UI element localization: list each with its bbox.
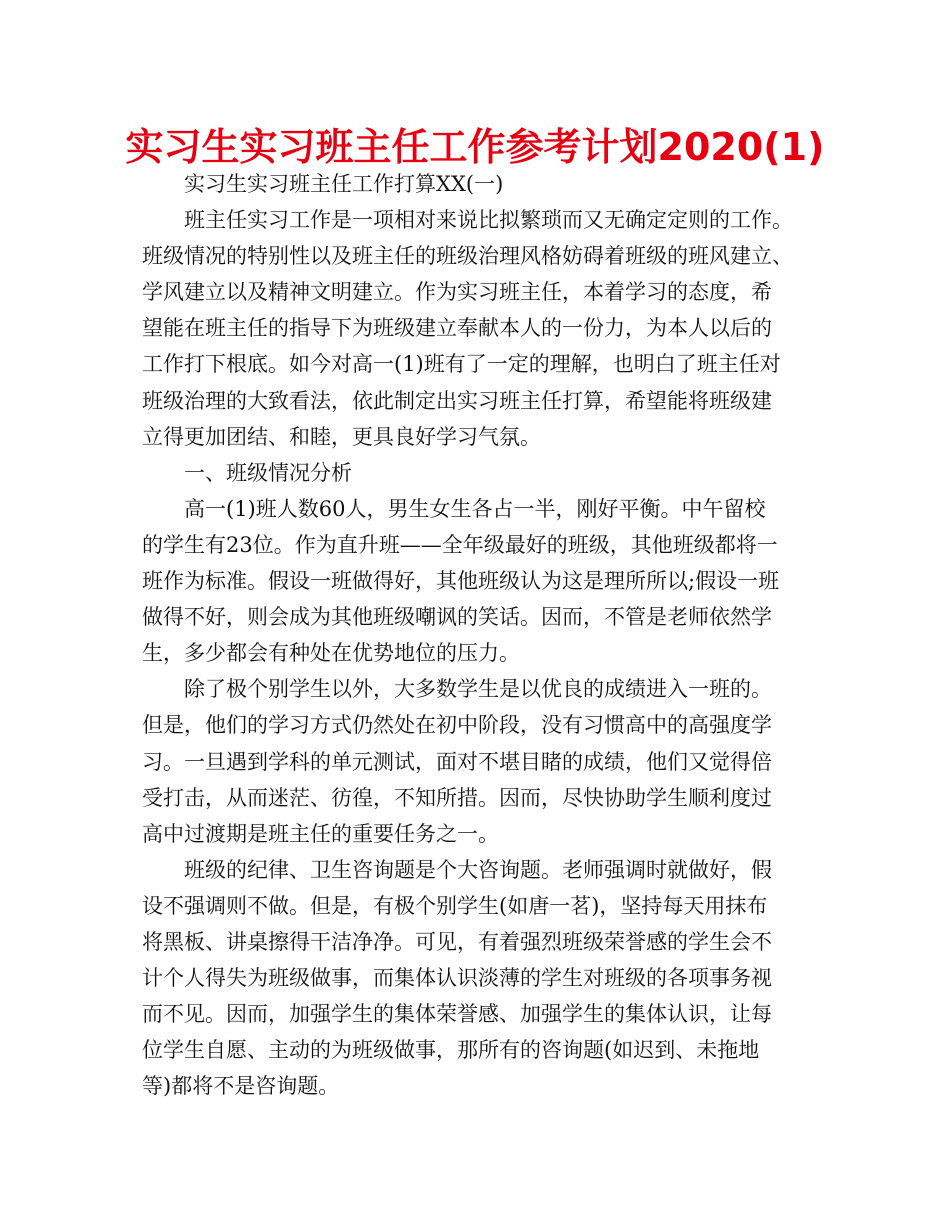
- body-line: 班级治理的大致看法，依此制定出实习班主任打算，希望能将班级建: [142, 388, 772, 413]
- body-line: 学风建立以及精神文明建立。作为实习班主任，本着学习的态度，希: [142, 280, 772, 305]
- document-body: [142, 166, 812, 1104]
- body-line: 一、班级情况分析: [184, 460, 352, 485]
- body-line: 而不见。因而，加强学生的集体荣誉感、加强学生的集体认识，让每: [142, 1002, 772, 1027]
- body-line: 但是，他们的学习方式仍然处在初中阶段，没有习惯高中的高强度学: [142, 713, 772, 738]
- body-line: 位学生自愿、主动的为班级做事，那所有的咨询题(如迟到、未拖地: [142, 1038, 760, 1063]
- body-line: 班作为标准。假设一班做得好，其他班级认为这是理所所以;假设一班: [142, 569, 780, 594]
- body-line: 高一(1)班人数60人，男生女生各占一半，刚好平衡。中午留校: [184, 496, 766, 521]
- body-line: 工作打下根底。如今对高一(1)班有了一定的理解，也明白了班主任对: [142, 352, 781, 377]
- body-line: 将黑板、讲桌擦得干洁净净。可见，有着强烈班级荣誉感的学生会不: [142, 929, 772, 954]
- body-line: 除了极个别学生以外，大多数学生是以优良的成绩进入一班的。: [184, 677, 772, 702]
- body-line: 受打击，从而迷茫、彷徨，不知所措。因而，尽快协助学生顺利度过: [142, 785, 772, 810]
- body-line: 高中过渡期是班主任的重要任务之一。: [142, 821, 499, 846]
- body-line: 班主任实习工作是一项相对来说比拟繁琐而又无确定定则的工作。: [184, 208, 793, 233]
- document-title: 实习生实习班主任工作参考计划2020(1): [125, 125, 825, 169]
- body-line: 的学生有23位。作为直升班——全年级最好的班级，其他班级都将一: [142, 532, 778, 557]
- body-line: 生，多少都会有种处在优势地位的压力。: [142, 641, 520, 666]
- body-line: 立得更加团结、和睦，更具良好学习气氛。: [142, 424, 541, 449]
- body-line: 计个人得失为班级做事，而集体认识淡薄的学生对班级的各项事务视: [142, 966, 772, 991]
- body-line: 习。一旦遇到学科的单元测试，面对不堪目睹的成绩，他们又觉得倍: [142, 749, 772, 774]
- body-line: 等)都将不是咨询题。: [142, 1074, 340, 1099]
- body-line: 设不强调则不做。但是，有极个别学生(如唐一茗)，坚持每天用抹布: [142, 893, 768, 918]
- body-line: 做得不好，则会成为其他班级嘲讽的笑话。因而，不管是老师依然学: [142, 605, 772, 630]
- body-line: 班级情况的特别性以及班主任的班级治理风格妨碍着班级的班风建立、: [142, 244, 793, 269]
- body-line: 实习生实习班主任工作打算XX(一): [184, 172, 504, 196]
- body-line: 望能在班主任的指导下为班级建立奉献本人的一份力，为本人以后的: [142, 316, 772, 341]
- body-line: 班级的纪律、卫生咨询题是个大咨询题。老师强调时就做好，假: [184, 857, 772, 882]
